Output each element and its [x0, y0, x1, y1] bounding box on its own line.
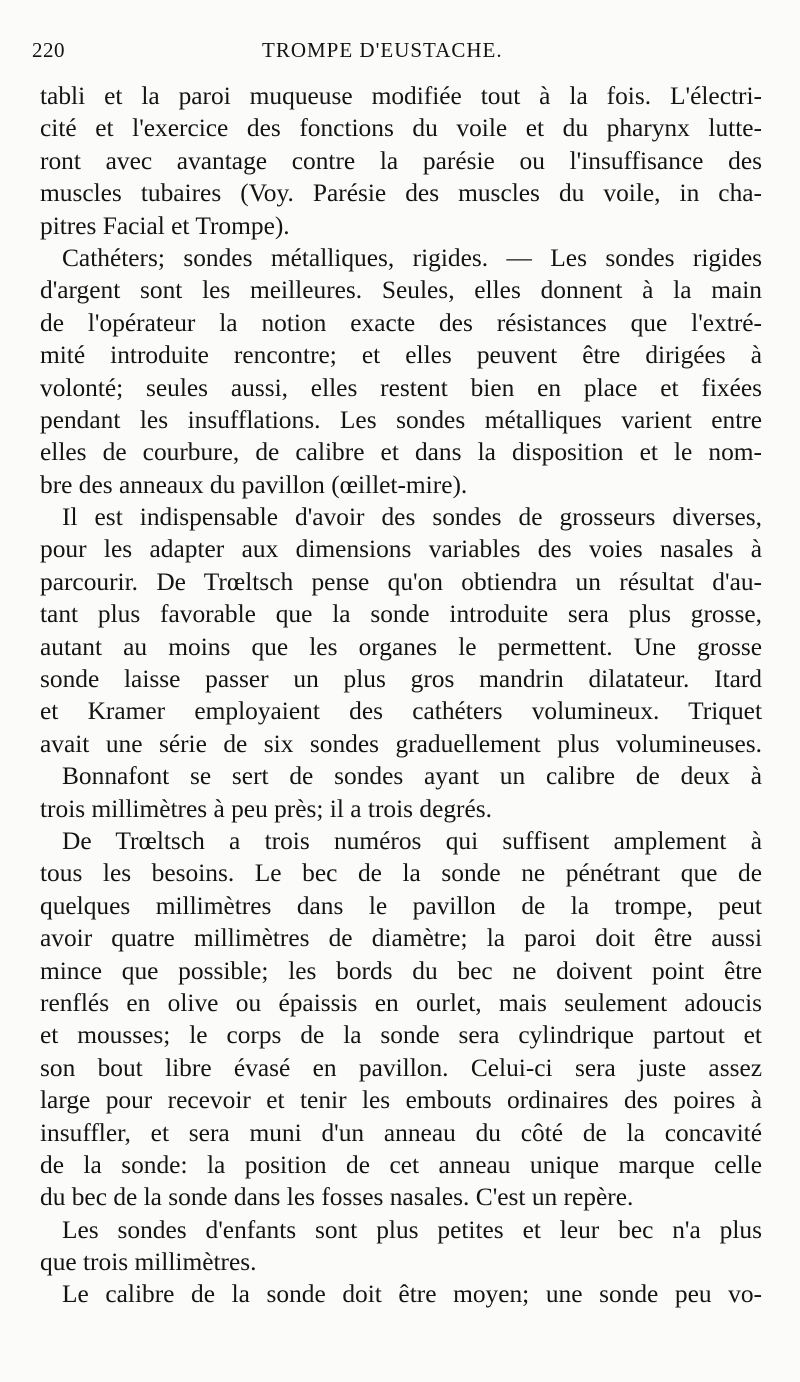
text-line: avait une série de six sondes graduellement plus volumineuses.: [40, 729, 762, 758]
text-line: renflés en olive ou épaissis en ourlet, mais seulement adoucis: [40, 988, 762, 1017]
text-line: son bout libre évasé en pavillon. Celui-ci sera juste assez: [40, 1053, 762, 1082]
text-line: de l'opérateur la notion exacte des résistances que l'extré-: [40, 308, 762, 337]
text-line: avoir quatre millimètres de diamètre; la paroi doit être aussi: [40, 924, 762, 953]
text-line: ront avec avantage contre la parésie ou l'insuffisance des: [40, 146, 762, 175]
text-line: Le calibre de la sonde doit être moyen; une sonde peu vo-: [62, 1280, 762, 1309]
text-line: bre des anneaux du pavillon (œillet-mire).: [40, 470, 468, 499]
text-line: trois millimètres à peu près; il a trois degrés.: [40, 794, 492, 823]
text-line: que trois millimètres.: [40, 1248, 257, 1277]
text-line: Bonnafont se sert de sondes ayant un calibre de deux à: [62, 762, 762, 791]
body-text: [40, 80, 762, 1311]
text-line: tabli et la paroi muqueuse modifiée tout à la fois. L'électri-: [40, 82, 762, 110]
text-line: mité introduite rencontre; et elles peuvent être dirigées à: [40, 341, 762, 370]
text-line: d'argent sont les meilleures. Seules, elles donnent à la main: [40, 276, 762, 305]
text-line: elles de courbure, de calibre et dans la disposition et le nom-: [40, 438, 762, 467]
text-line: cité et l'exercice des fonctions du voile et du pharynx lutte-: [40, 114, 762, 143]
text-line: de la sonde: la position de cet anneau unique marque celle: [40, 1150, 762, 1179]
text-line: Il est indispensable d'avoir des sondes de grosseurs diverses,: [62, 503, 762, 532]
text-line: mince que possible; les bords du bec ne doivent point être: [40, 956, 762, 985]
text-line: du bec de la sonde dans les fosses nasales. C'est un repère.: [40, 1183, 634, 1212]
text-line: autant au moins que les organes le permettent. Une grosse: [40, 632, 762, 661]
text-line: pitres Facial et Trompe).: [40, 211, 290, 240]
text-line: insuffler, et sera muni d'un anneau du côté de la concavité: [40, 1118, 762, 1147]
text-line: tous les besoins. Le bec de la sonde ne pénétrant que de: [40, 859, 762, 888]
text-line: et Kramer employaient des cathéters volumineux. Triquet: [40, 697, 762, 726]
text-line: pendant les insufflations. Les sondes métalliques varient entre: [40, 405, 762, 434]
page-header: [32, 38, 768, 70]
text-line: pour les adapter aux dimensions variables des voies nasales à: [40, 535, 762, 564]
text-line: tant plus favorable que la sonde introduite sera plus grosse,: [40, 600, 762, 629]
text-line: quelques millimètres dans le pavillon de la trompe, peut: [40, 891, 762, 920]
text-line: large pour recevoir et tenir les embouts ordinaires des poires à: [40, 1086, 762, 1115]
text-line: muscles tubaires (Voy. Parésie des muscles du voile, in cha-: [40, 179, 762, 208]
text-line: De Trœltsch a trois numéros qui suffisent amplement à: [62, 826, 762, 855]
text-line: Cathéters; sondes métalliques, rigides. — Les sondes rigides: [62, 243, 762, 272]
text-line: Les sondes d'enfants sont plus petites et leur bec n'a plus: [62, 1215, 762, 1244]
page-number: 220: [32, 38, 65, 62]
running-head: TROMPE D'EUSTACHE.: [262, 38, 503, 62]
text-line: volonté; seules aussi, elles restent bien en place et fixées: [40, 373, 762, 402]
text-line: et mousses; le corps de la sonde sera cylindrique partout et: [40, 1021, 762, 1050]
text-line: parcourir. De Trœltsch pense qu'on obtiendra un résultat d'au-: [40, 567, 762, 596]
text-line: sonde laisse passer un plus gros mandrin dilatateur. Itard: [40, 665, 762, 694]
